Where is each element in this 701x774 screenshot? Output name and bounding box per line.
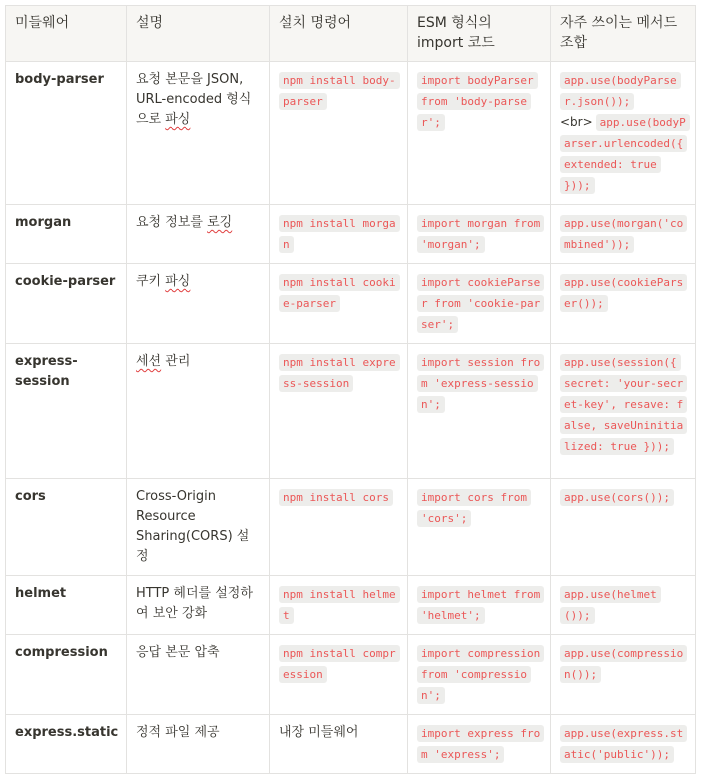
middleware-name: cors: [6, 479, 127, 576]
description-text: 응답 본문 압축: [136, 645, 220, 660]
description-cell: [127, 479, 270, 576]
usage-code: app.use(helmet());: [560, 586, 661, 624]
import-cell: [408, 576, 551, 635]
usage-cell: [551, 715, 696, 774]
usage-cell: [551, 205, 696, 264]
install-cell: [270, 264, 408, 344]
usage-code: app.use(session({ secret: 'your-secret-key', resave: false, saveUninitialized: true }));: [560, 354, 687, 455]
description-cell: [127, 264, 270, 344]
usage-code: app.use(morgan('combined'));: [560, 215, 687, 253]
header-import: ESM 형식의 import 코드: [408, 6, 551, 62]
table-row: [6, 576, 696, 635]
install-code: npm install cookie-parser: [279, 274, 400, 312]
install-code: npm install body-parser: [279, 72, 400, 110]
header-middleware: 미들웨어: [6, 6, 127, 62]
usage-cell: [551, 62, 696, 205]
import-cell: [408, 635, 551, 715]
install-code: npm install helmet: [279, 586, 400, 624]
middleware-name: compression: [6, 635, 127, 715]
spellcheck-word: 세션: [136, 354, 162, 369]
install-cell: [270, 62, 408, 205]
import-code: import compression from 'compression';: [417, 645, 544, 704]
import-code: import cors from 'cors';: [417, 489, 531, 527]
description-cell: [127, 205, 270, 264]
install-cell: [270, 344, 408, 479]
table-row: [6, 264, 696, 344]
middleware-table: [5, 5, 696, 774]
import-code: import morgan from 'morgan';: [417, 215, 544, 253]
description-text: Cross-Origin Resource Sharing(CORS) 설정: [136, 489, 250, 564]
description-cell: [127, 635, 270, 715]
import-cell: [408, 264, 551, 344]
table-row: [6, 62, 696, 205]
description-cell: [127, 576, 270, 635]
install-code: npm install compression: [279, 645, 400, 683]
spellcheck-word: 파싱: [165, 112, 191, 127]
usage-code: app.use(express.static('public'));: [560, 725, 687, 763]
middleware-name: express-session: [6, 344, 127, 479]
install-cell: [270, 635, 408, 715]
header-row: [6, 6, 696, 62]
spellcheck-word: 로깅: [207, 215, 233, 230]
import-code: import helmet from 'helmet';: [417, 586, 544, 624]
import-code: import bodyParser from 'body-parser';: [417, 72, 538, 131]
middleware-name: express.static: [6, 715, 127, 774]
description-text: HTTP 헤더를 설정하여 보안 강화: [136, 586, 253, 621]
usage-code: app.use(bodyParser.json());: [560, 72, 681, 110]
install-cell: [270, 479, 408, 576]
install-cell: [270, 576, 408, 635]
br-text: <br>: [560, 115, 593, 129]
header-install: 설치 명령어: [270, 6, 408, 62]
install-cell: [270, 205, 408, 264]
import-code: import express from 'express';: [417, 725, 544, 763]
install-code: npm install cors: [279, 489, 393, 506]
usage-cell: [551, 576, 696, 635]
description-text: 정적 파일 제공: [136, 725, 220, 740]
description-text: 요청 본문을 JSON, URL-encoded 형식으로: [136, 72, 252, 127]
usage-code: app.use(cookieParser());: [560, 274, 687, 312]
import-code: import cookieParser from 'cookie-parser';: [417, 274, 544, 333]
usage-cell: [551, 635, 696, 715]
table-row: [6, 205, 696, 264]
usage-cell: [551, 479, 696, 576]
usage-code: app.use(cors());: [560, 489, 674, 506]
table-row: [6, 479, 696, 576]
install-cell: 내장 미들웨어: [270, 715, 408, 774]
table-row: [6, 635, 696, 715]
import-cell: [408, 62, 551, 205]
import-cell: [408, 715, 551, 774]
table-row: [6, 715, 696, 774]
description-cell: [127, 62, 270, 205]
middleware-name: helmet: [6, 576, 127, 635]
install-code: npm install express-session: [279, 354, 400, 392]
description-cell: [127, 715, 270, 774]
usage-code: app.use(compression());: [560, 645, 687, 683]
middleware-name: cookie-parser: [6, 264, 127, 344]
usage-code-2: app.use(bodyParser.urlencoded({ extended: true }));: [560, 114, 690, 194]
spellcheck-word: 파싱: [165, 274, 191, 289]
usage-cell: [551, 344, 696, 479]
import-cell: [408, 344, 551, 479]
middleware-name: body-parser: [6, 62, 127, 205]
description-text: 쿠키: [136, 274, 166, 289]
install-code: npm install morgan: [279, 215, 400, 253]
import-code: import session from 'express-session';: [417, 354, 544, 413]
middleware-name: morgan: [6, 205, 127, 264]
description-text: 관리: [161, 354, 191, 369]
table-row: [6, 344, 696, 479]
header-usage: 자주 쓰이는 메서드 조합: [551, 6, 696, 62]
import-cell: [408, 479, 551, 576]
usage-cell: [551, 264, 696, 344]
description-cell: [127, 344, 270, 479]
import-cell: [408, 205, 551, 264]
header-description: 설명: [127, 6, 270, 62]
description-text: 요청 정보를: [136, 215, 208, 230]
